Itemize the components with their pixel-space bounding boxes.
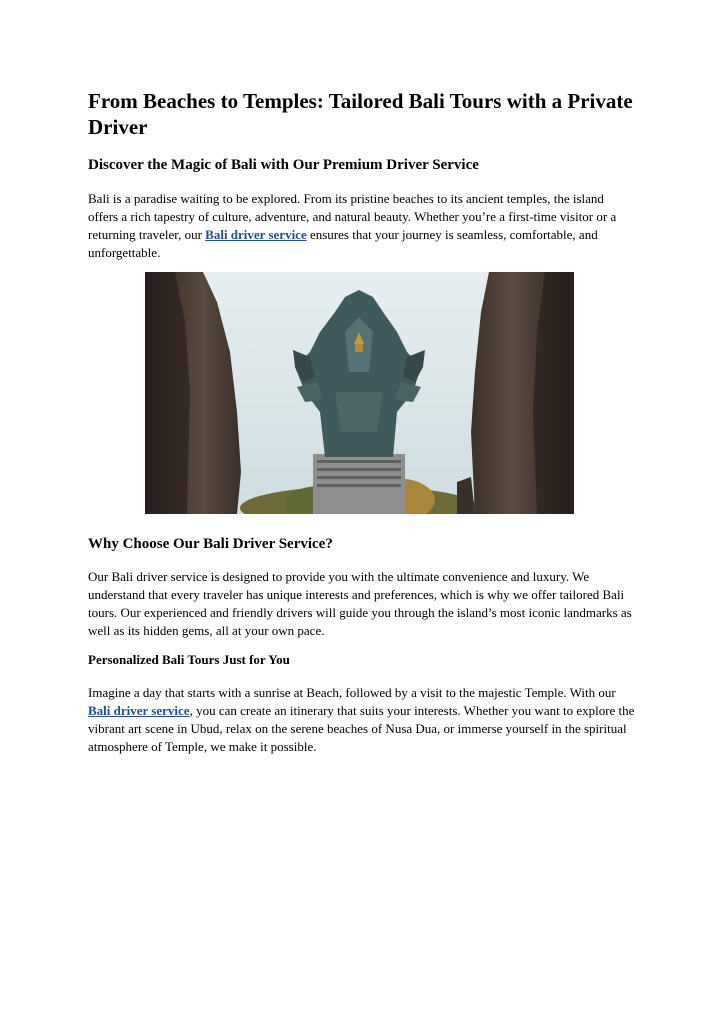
bali-driver-service-link-2[interactable]: Bali driver service xyxy=(88,703,190,718)
statue-illustration xyxy=(145,272,574,514)
intro-text-start: Bali is a paradise waiting to be explored. From its pristine beaches to its ancient temples, the island offers a rich tapestry of culture, adventure, and natural beauty. Whether you’re a first-time visitor or a returning traveler, our xyxy=(88,191,617,242)
personalized-text-end: , you can create an itinerary that suits your interests. Whether you want to explore the vibrant art scene in Ubud, relax on the serene beaches of Nusa Dua, or immerse yourself in the spiritual atmosphere of Temple, we make it possible. xyxy=(88,703,635,754)
section-heading-discover: Discover the Magic of Bali with Our Premium Driver Service xyxy=(88,157,479,173)
personalized-paragraph xyxy=(88,684,636,756)
why-choose-paragraph: Our Bali driver service is designed to provide you with the ultimate convenience and luxury. We understand that every traveler has unique interests and preferences, which is why we offer tailored Bali tours. Our experienced and friendly drivers will guide you through the island’s most iconic landmarks as well as its hidden gems, all at your own pace. xyxy=(88,569,632,638)
bali-driver-service-link[interactable]: Bali driver service xyxy=(205,227,307,242)
intro-paragraph xyxy=(88,190,636,262)
section-heading-personalized: Personalized Bali Tours Just for You xyxy=(88,652,290,667)
page-title: From Beaches to Temples: Tailored Bali Tours with a Private Driver xyxy=(88,89,633,139)
intro-text-end: ensures that your journey is seamless, comfortable, and unforgettable. xyxy=(88,227,598,260)
section-heading-why-choose: Why Choose Our Bali Driver Service? xyxy=(88,536,333,552)
statue-photo xyxy=(145,272,574,514)
personalized-text-start: Imagine a day that starts with a sunrise at Beach, followed by a visit to the majestic Temple. With our xyxy=(88,685,616,700)
